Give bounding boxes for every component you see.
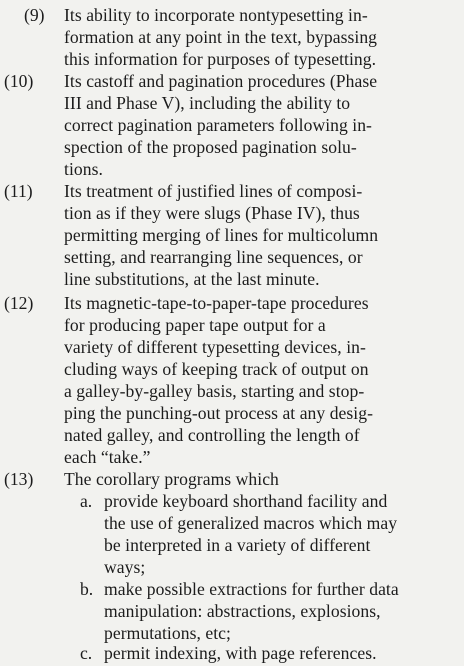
item-line: tion as if they were slugs (Phase IV), thus xyxy=(64,203,360,223)
item-line: correct pagination parameters following in- xyxy=(64,115,372,135)
subitem-line: permutations, etc; xyxy=(104,623,231,643)
item-line: a galley-by-galley basis, starting and stop- xyxy=(64,381,365,401)
item-line: The corollary programs which xyxy=(64,469,279,489)
item-line: setting, and rearranging line sequences, or xyxy=(64,247,363,267)
item-number: (10) xyxy=(4,71,34,91)
item-line: Its ability to incorporate nontypesetting in- xyxy=(64,5,368,25)
item-line: Its magnetic-tape-to-paper-tape procedures xyxy=(64,293,369,313)
subitem-line: ways; xyxy=(104,557,146,577)
subitem-letter: c. xyxy=(80,643,93,663)
item-number: (12) xyxy=(4,293,34,313)
item-line: this information for purposes of typesetting. xyxy=(64,49,377,69)
item-line: for producing paper tape output for a xyxy=(64,315,326,335)
subitem-line: permit indexing, with page references. xyxy=(104,643,377,663)
item-line: Its castoff and pagination procedures (Phase xyxy=(64,71,378,91)
item-line: formation at any point in the text, bypassing xyxy=(64,27,378,47)
item-line: each “take.” xyxy=(64,447,151,467)
subitem-line: the use of generalized macros which may xyxy=(104,513,398,533)
item-line: permitting merging of lines for multicolumn xyxy=(64,225,379,245)
subitem-line: make possible extractions for further data xyxy=(104,579,399,599)
subitem-letter: a. xyxy=(80,491,93,511)
item-line: tions. xyxy=(64,159,103,179)
subitem-line: provide keyboard shorthand facility and xyxy=(104,491,388,511)
item-line: nated galley, and controlling the length of xyxy=(64,425,360,445)
subitem-line: manipulation: abstractions, explosions, xyxy=(104,601,381,621)
item-number: (9) xyxy=(24,5,45,25)
subitem-line: be interpreted in a variety of different xyxy=(104,535,371,555)
item-line: spection of the proposed pagination solu- xyxy=(64,137,357,157)
item-line: cluding ways of keeping track of output on xyxy=(64,359,369,379)
item-line: ping the punching-out process at any desig- xyxy=(64,403,373,423)
item-line: line substitutions, at the last minute. xyxy=(64,269,320,289)
item-number: (13) xyxy=(4,469,34,489)
item-line: variety of different typesetting devices, in- xyxy=(64,337,366,357)
item-line: III and Phase V), including the ability to xyxy=(64,93,351,113)
subitem-letter: b. xyxy=(80,579,94,599)
item-line: Its treatment of justified lines of composi- xyxy=(64,181,363,201)
item-number: (11) xyxy=(4,181,33,201)
